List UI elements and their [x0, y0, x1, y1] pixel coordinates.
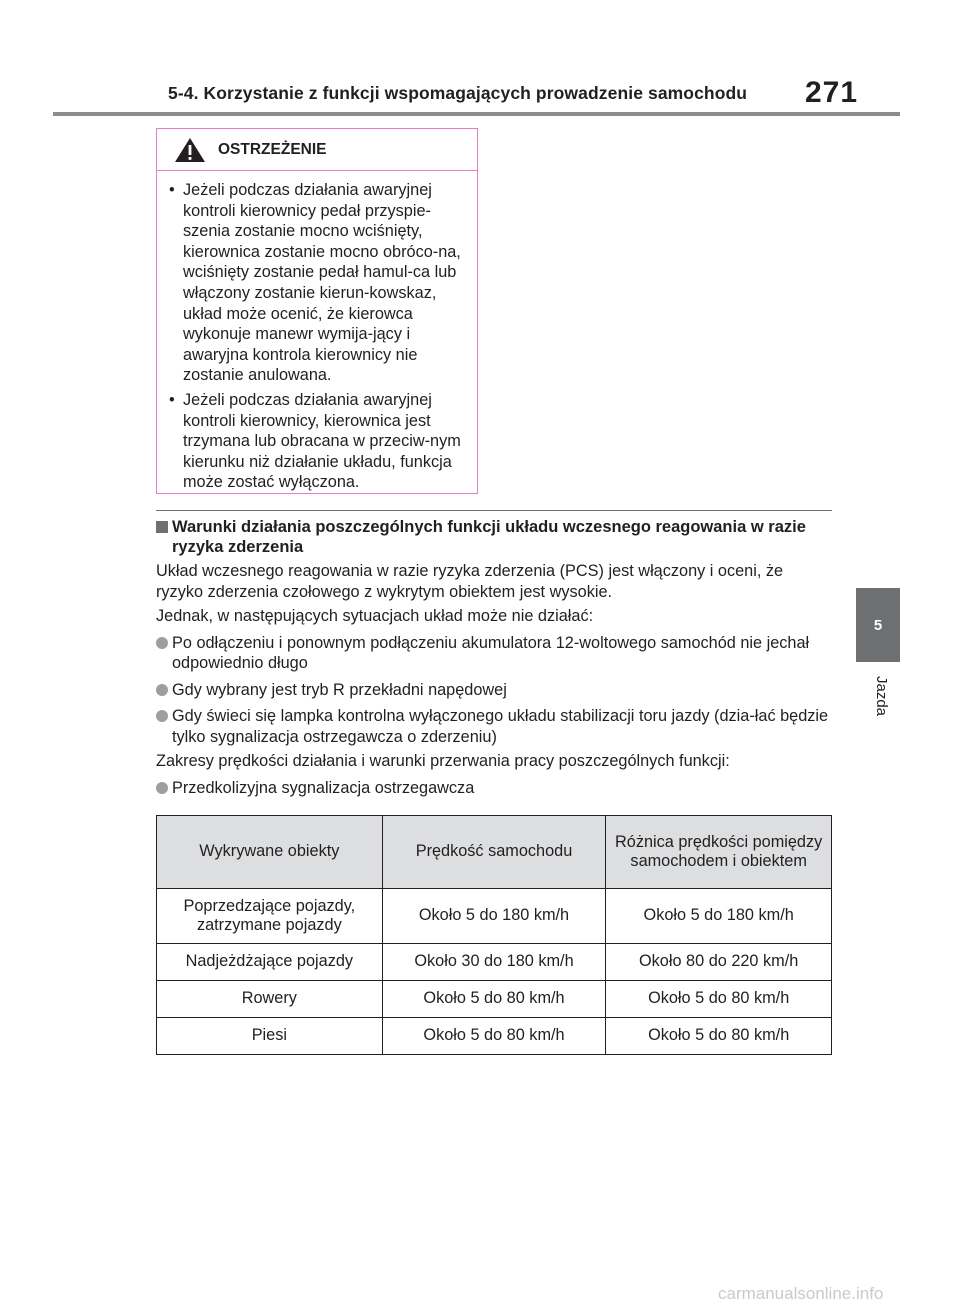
table-cell: Nadjeżdżające pojazdy — [157, 944, 383, 981]
chapter-tab — [856, 588, 900, 662]
table-cell: Około 5 do 80 km/h — [606, 1018, 832, 1055]
column-header: Prędkość samochodu — [382, 816, 606, 889]
warning-header — [157, 129, 477, 171]
table-cell: Około 5 do 80 km/h — [606, 981, 832, 1018]
section-content — [156, 518, 834, 798]
square-bullet-icon — [156, 521, 168, 533]
table-cell: Poprzedzające pojazdy, zatrzymane pojazdy — [157, 889, 383, 944]
table-cell: Około 5 do 80 km/h — [382, 981, 606, 1018]
warning-triangle-icon — [174, 137, 206, 163]
circle-bullet-icon — [156, 710, 168, 722]
table-cell: Około 80 do 220 km/h — [606, 944, 832, 981]
warning-box — [156, 128, 478, 494]
warning-title: OSTRZEŻENIE — [218, 140, 327, 158]
circle-bullet-icon — [156, 637, 168, 649]
list-item: Gdy wybrany jest tryb R przekładni napędowej — [156, 680, 834, 701]
table-row — [157, 889, 832, 944]
table-cell: Około 30 do 180 km/h — [382, 944, 606, 981]
table-row — [157, 1018, 832, 1055]
warning-item: • Jeżeli podczas działania awaryjnej kontroli kierownicy, kierownica jest trzymana lub obracana w przeciw-nym kierunku niż działanie układu, funkcja może zostać wyłączona. — [169, 390, 461, 492]
speed-range-table — [156, 815, 832, 1055]
section-divider — [156, 510, 832, 511]
table-cell: Około 5 do 80 km/h — [382, 1018, 606, 1055]
header-rule — [53, 112, 900, 116]
column-header: Wykrywane obiekty — [157, 816, 383, 889]
page-header-title: 5-4. Korzystanie z funkcji wspomagających prowadzenie samochodu — [168, 83, 748, 103]
section-title: Warunki działania poszczególnych funkcji układu wczesnego reagowania w razie ryzyka zderzenia — [156, 518, 834, 557]
chapter-label: Jazda — [873, 676, 890, 717]
list-item: Przedkolizyjna sygnalizacja ostrzegawcza — [156, 778, 834, 799]
table-header-row — [157, 816, 832, 889]
circle-bullet-icon — [156, 684, 168, 696]
watermark: carmanualsonline.info — [718, 1284, 884, 1303]
paragraph: Zakresy prędkości działania i warunki przerwania pracy poszczególnych funkcji: — [156, 752, 730, 770]
page-number: 271 — [805, 76, 859, 109]
warning-item: • Jeżeli podczas działania awaryjnej kontroli kierownicy pedał przyspie-szenia zostanie mocno wciśnięty, kierownica zostanie mocno obróco-na, wciśnięty zostanie pedał hamul-ca lub włączony zostanie kierun-kowskaz, układ może ocenić, że kierowca wykonuje manewr wymija-jący i awaryjna kontrola kierownicy nie zostanie anulowana. — [169, 181, 461, 385]
table-row — [157, 944, 832, 981]
circle-bullet-icon — [156, 782, 168, 794]
table-cell: Rowery — [157, 981, 383, 1018]
table-cell: Piesi — [157, 1018, 383, 1055]
list-item: Gdy świeci się lampka kontrolna wyłączonego układu stabilizacji toru jazdy (dzia-łać będzie tylko sygnalizacja ostrzegawcza o zderzeniu) — [156, 706, 834, 747]
column-header: Różnica prędkości pomiędzy samochodem i obiektem — [606, 816, 832, 889]
paragraph: Układ wczesnego reagowania w razie ryzyka zderzenia (PCS) jest włączony i oceni, że ryzyko zderzenia czołowego z wykrytym obiektem jest wysokie. — [156, 562, 784, 601]
warning-list — [157, 171, 477, 493]
table-row — [157, 981, 832, 1018]
list-item: Po odłączeniu i ponownym podłączeniu akumulatora 12-woltowego samochód nie jechał odpowiednio długo — [156, 633, 834, 674]
paragraph: Jednak, w następujących sytuacjach układ może nie działać: — [156, 607, 594, 625]
table-cell: Około 5 do 180 km/h — [606, 889, 832, 944]
table-cell: Około 5 do 180 km/h — [382, 889, 606, 944]
chapter-number: 5 — [873, 616, 883, 634]
